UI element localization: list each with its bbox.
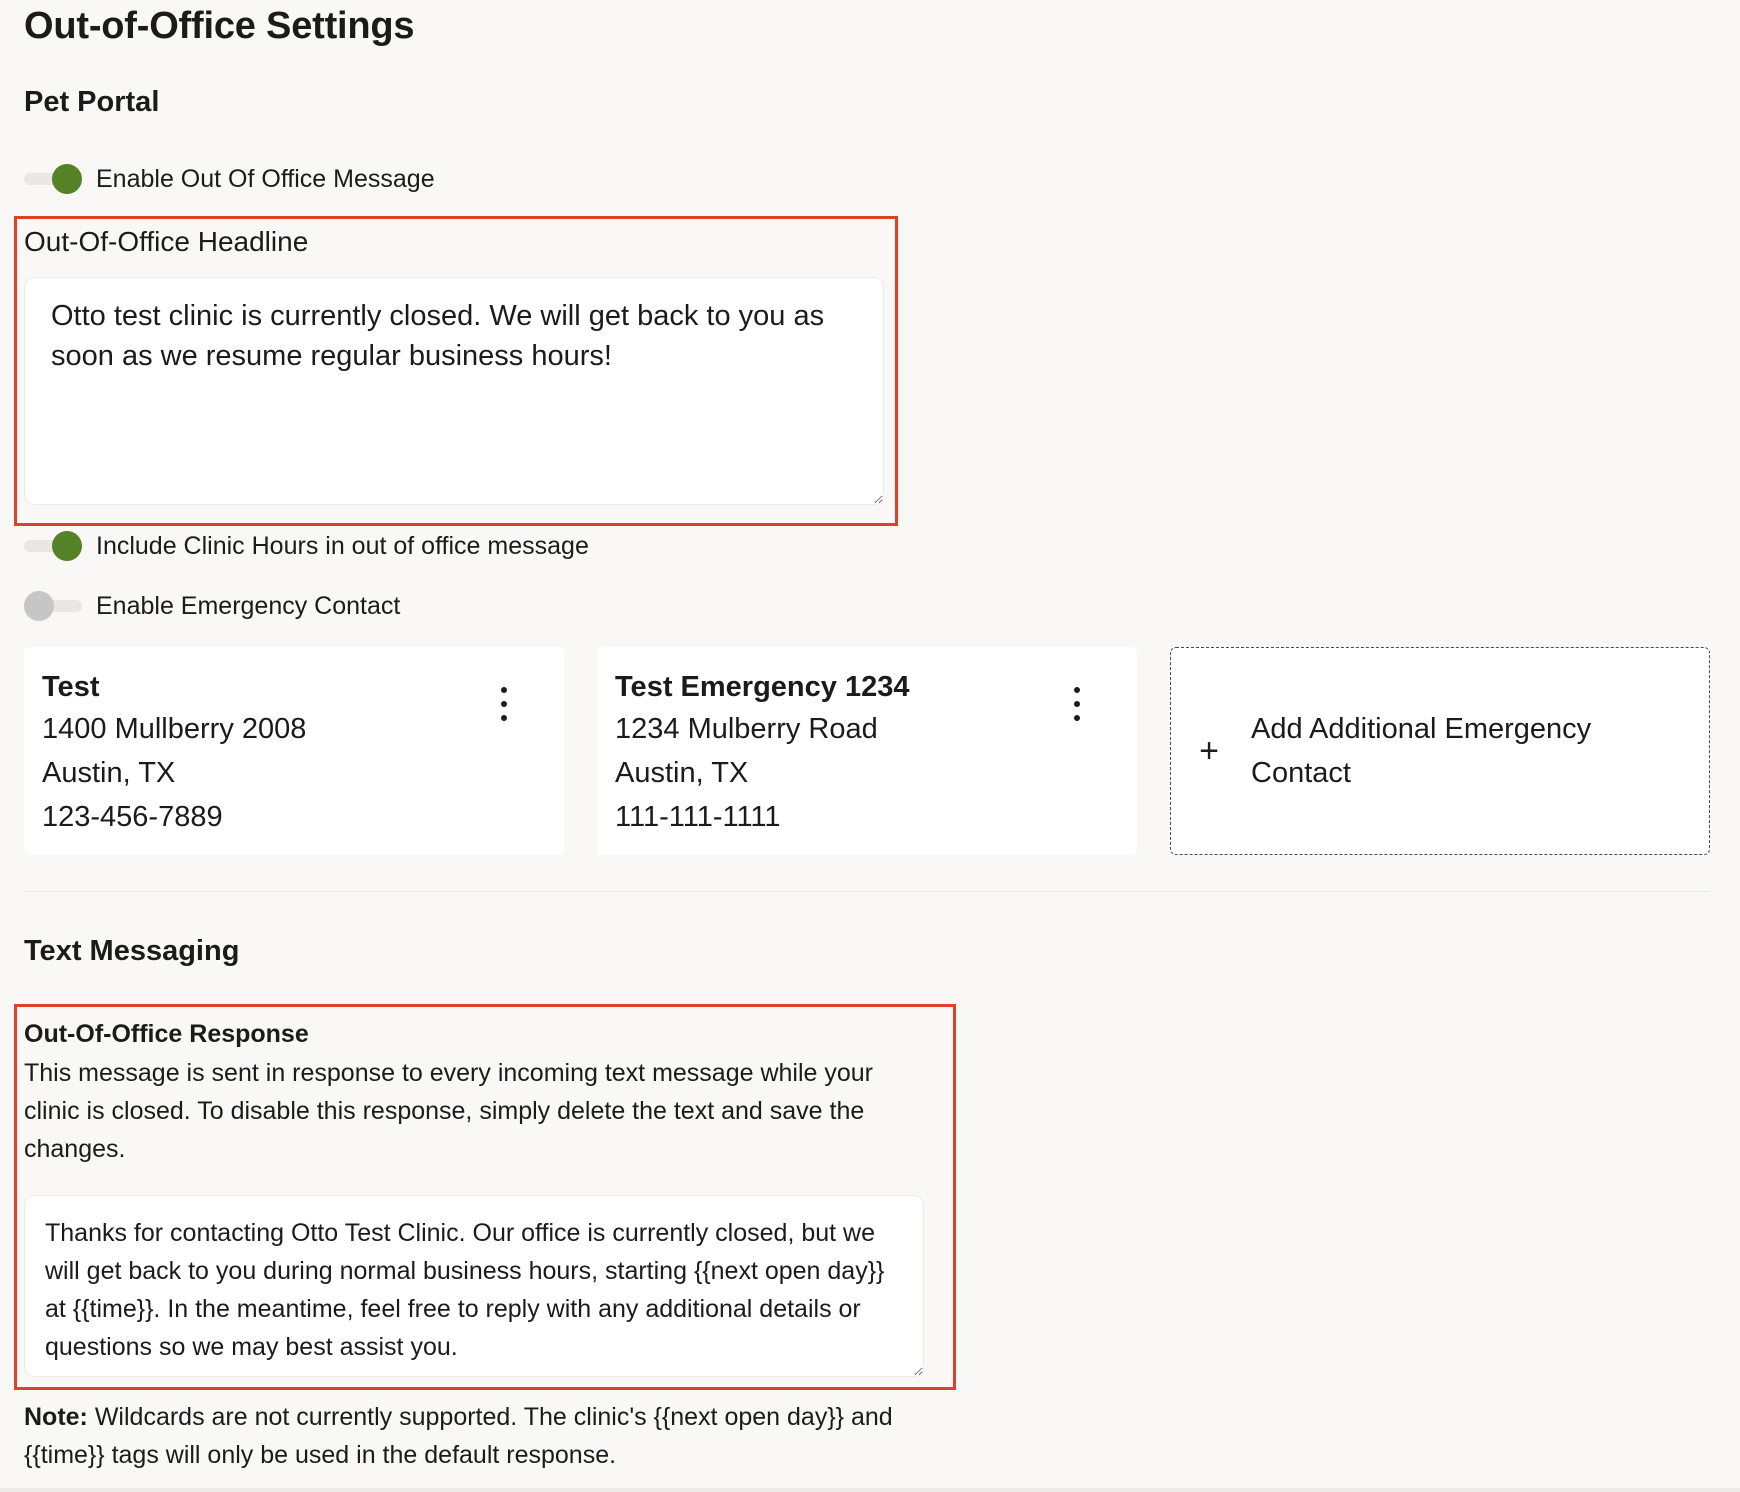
add-emergency-contact-button[interactable]	[1170, 647, 1710, 855]
contact-phone: 111-111-1111	[615, 801, 781, 833]
contact-phone: 123-456-7889	[42, 801, 223, 833]
contact-name: Test	[42, 671, 100, 703]
section-divider	[24, 891, 1710, 892]
plus-icon: +	[1199, 732, 1219, 770]
pet-portal-section-title: Pet Portal	[24, 86, 160, 118]
add-emergency-contact-label: Add Additional Emergency Contact	[1251, 713, 1592, 789]
text-messaging-section-title: Text Messaging	[24, 935, 240, 967]
toggle-knob	[52, 164, 82, 194]
include-hours-toggle[interactable]	[24, 531, 82, 561]
enable-ooo-toggle[interactable]	[24, 164, 82, 194]
emergency-contact-toggle[interactable]	[24, 591, 82, 621]
kebab-menu-icon[interactable]	[1067, 687, 1087, 721]
include-hours-label: Include Clinic Hours in out of office message	[96, 532, 589, 560]
contact-address: 1234 Mulberry Road	[615, 713, 878, 745]
emergency-contact-card	[597, 647, 1137, 855]
headline-label: Out-Of-Office Headline	[24, 226, 309, 257]
enable-ooo-row	[24, 159, 435, 199]
toggle-knob	[24, 591, 54, 621]
page-bottom-edge	[0, 1488, 1740, 1492]
emergency-contact-label: Enable Emergency Contact	[96, 592, 401, 620]
contact-address: 1400 Mullberry 2008	[42, 713, 307, 745]
kebab-menu-icon[interactable]	[494, 687, 514, 721]
response-description: This message is sent in response to every incoming text message while your clinic is closed. To disable this response, simply delete the text and save the changes.	[24, 1059, 873, 1163]
contact-city: Austin, TX	[42, 757, 176, 789]
note-text: Wildcards are not currently supported. The clinic's {{next open day}} and {{time}} tags will only be used in the default response.	[24, 1403, 893, 1469]
wildcard-note	[24, 1398, 924, 1474]
response-textarea[interactable]	[24, 1195, 924, 1377]
include-hours-row	[24, 526, 589, 566]
headline-textarea[interactable]	[24, 277, 884, 505]
response-label: Out-Of-Office Response	[24, 1020, 309, 1048]
page-title: Out-of-Office Settings	[24, 5, 415, 47]
contact-city: Austin, TX	[615, 757, 749, 789]
note-prefix: Note:	[24, 1403, 88, 1431]
emergency-contact-card	[24, 647, 564, 855]
toggle-knob	[52, 531, 82, 561]
emergency-contact-row	[24, 586, 400, 626]
contact-name: Test Emergency 1234	[615, 671, 910, 703]
enable-ooo-label: Enable Out Of Office Message	[96, 165, 435, 193]
